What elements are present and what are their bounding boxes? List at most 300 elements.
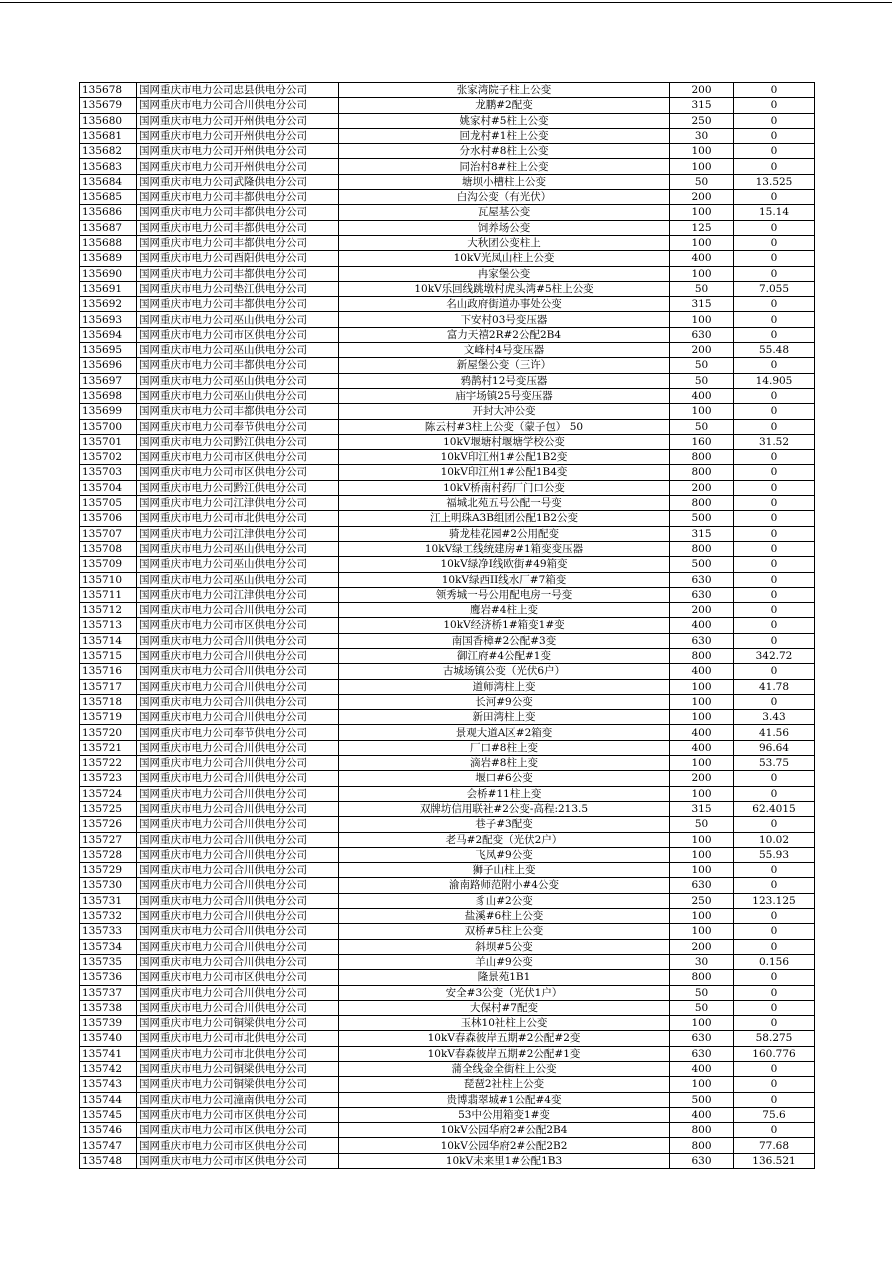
company-cell: 国网重庆市电力公司酉阳供电分公司 bbox=[137, 251, 339, 266]
transformer-name-cell: 琵琶2社柱上公变 bbox=[339, 1077, 670, 1092]
table-row bbox=[80, 220, 815, 235]
company-cell: 国网重庆市电力公司合川供电分公司 bbox=[137, 939, 339, 954]
company-cell: 国网重庆市电力公司黔江供电分公司 bbox=[137, 480, 339, 495]
company-cell: 国网重庆市电力公司合川供电分公司 bbox=[137, 863, 339, 878]
company-cell: 国网重庆市电力公司合川供电分公司 bbox=[137, 1000, 339, 1015]
company-cell: 国网重庆市电力公司开州供电分公司 bbox=[137, 113, 339, 128]
capacity-cell: 250 bbox=[670, 113, 734, 128]
company-cell: 国网重庆市电力公司黔江供电分公司 bbox=[137, 434, 339, 449]
transformer-name-cell: 饲养场公变 bbox=[339, 220, 670, 235]
value-cell: 0 bbox=[734, 358, 815, 373]
capacity-cell: 315 bbox=[670, 98, 734, 113]
transformer-name-cell: 张家湾院子柱上公变 bbox=[339, 83, 670, 98]
transformer-name-cell: 南国香樟#2公配#3变 bbox=[339, 633, 670, 648]
table-row bbox=[80, 174, 815, 189]
capacity-cell: 100 bbox=[670, 909, 734, 924]
company-cell: 国网重庆市电力公司市区供电分公司 bbox=[137, 1153, 339, 1168]
value-cell: 77.68 bbox=[734, 1138, 815, 1153]
transformer-name-cell: 堰口#6公变 bbox=[339, 771, 670, 786]
row-id-cell: 135704 bbox=[80, 480, 137, 495]
transformer-name-cell: 10kV乐回线跳墩村虎头湾#5柱上公变 bbox=[339, 281, 670, 296]
row-id-cell: 135716 bbox=[80, 664, 137, 679]
row-id-cell: 135725 bbox=[80, 801, 137, 816]
row-id-cell: 135685 bbox=[80, 190, 137, 205]
company-cell: 国网重庆市电力公司忠县供电分公司 bbox=[137, 83, 339, 98]
company-cell: 国网重庆市电力公司巫山供电分公司 bbox=[137, 572, 339, 587]
row-id-cell: 135714 bbox=[80, 633, 137, 648]
company-cell: 国网重庆市电力公司合川供电分公司 bbox=[137, 878, 339, 893]
transformer-name-cell: 10kV公园华府2#公配2B4 bbox=[339, 1123, 670, 1138]
value-cell: 0 bbox=[734, 863, 815, 878]
table-row bbox=[80, 113, 815, 128]
capacity-cell: 100 bbox=[670, 404, 734, 419]
table-row bbox=[80, 572, 815, 587]
capacity-cell: 200 bbox=[670, 771, 734, 786]
capacity-cell: 100 bbox=[670, 863, 734, 878]
value-cell: 0 bbox=[734, 404, 815, 419]
table-row bbox=[80, 618, 815, 633]
transformer-name-cell: 龙鹏#2配变 bbox=[339, 98, 670, 113]
row-id-cell: 135712 bbox=[80, 603, 137, 618]
company-cell: 国网重庆市电力公司丰都供电分公司 bbox=[137, 205, 339, 220]
capacity-cell: 800 bbox=[670, 1138, 734, 1153]
company-cell: 国网重庆市电力公司市区供电分公司 bbox=[137, 450, 339, 465]
capacity-cell: 800 bbox=[670, 496, 734, 511]
company-cell: 国网重庆市电力公司丰都供电分公司 bbox=[137, 235, 339, 250]
value-cell: 0 bbox=[734, 633, 815, 648]
capacity-cell: 400 bbox=[670, 1107, 734, 1122]
table-row bbox=[80, 587, 815, 602]
value-cell: 3.43 bbox=[734, 710, 815, 725]
company-cell: 国网重庆市电力公司合川供电分公司 bbox=[137, 633, 339, 648]
company-cell: 国网重庆市电力公司市北供电分公司 bbox=[137, 1046, 339, 1061]
company-cell: 国网重庆市电力公司合川供电分公司 bbox=[137, 817, 339, 832]
value-cell: 0 bbox=[734, 1077, 815, 1092]
transformer-name-cell: 贵博翡翠城#1公配#4变 bbox=[339, 1092, 670, 1107]
row-id-cell: 135731 bbox=[80, 893, 137, 908]
row-id-cell: 135698 bbox=[80, 388, 137, 403]
capacity-cell: 100 bbox=[670, 710, 734, 725]
row-id-cell: 135721 bbox=[80, 740, 137, 755]
capacity-cell: 50 bbox=[670, 1000, 734, 1015]
row-id-cell: 135719 bbox=[80, 710, 137, 725]
company-cell: 国网重庆市电力公司开州供电分公司 bbox=[137, 144, 339, 159]
company-cell: 国网重庆市电力公司铜梁供电分公司 bbox=[137, 1077, 339, 1092]
table-row bbox=[80, 863, 815, 878]
table-row bbox=[80, 343, 815, 358]
table-row bbox=[80, 985, 815, 1000]
capacity-cell: 500 bbox=[670, 557, 734, 572]
value-cell: 136.521 bbox=[734, 1153, 815, 1168]
row-id-cell: 135739 bbox=[80, 1016, 137, 1031]
capacity-cell: 30 bbox=[670, 128, 734, 143]
table-row bbox=[80, 1031, 815, 1046]
row-id-cell: 135722 bbox=[80, 756, 137, 771]
row-id-cell: 135740 bbox=[80, 1031, 137, 1046]
company-cell: 国网重庆市电力公司合川供电分公司 bbox=[137, 710, 339, 725]
table-row bbox=[80, 740, 815, 755]
capacity-cell: 400 bbox=[670, 725, 734, 740]
transformer-name-cell: 富力天禧2R#2公配2B4 bbox=[339, 327, 670, 342]
table-row bbox=[80, 603, 815, 618]
table-row bbox=[80, 373, 815, 388]
capacity-cell: 315 bbox=[670, 526, 734, 541]
row-id-cell: 135738 bbox=[80, 1000, 137, 1015]
row-id-cell: 135728 bbox=[80, 847, 137, 862]
transformer-name-cell: 玉林10社柱上公变 bbox=[339, 1016, 670, 1031]
table-row bbox=[80, 159, 815, 174]
top-border-line bbox=[0, 2, 892, 3]
table-row bbox=[80, 1107, 815, 1122]
transformer-name-cell: 新田湾柱上变 bbox=[339, 710, 670, 725]
company-cell: 国网重庆市电力公司合川供电分公司 bbox=[137, 847, 339, 862]
capacity-cell: 100 bbox=[670, 924, 734, 939]
company-cell: 国网重庆市电力公司丰都供电分公司 bbox=[137, 220, 339, 235]
capacity-cell: 400 bbox=[670, 1062, 734, 1077]
company-cell: 国网重庆市电力公司市区供电分公司 bbox=[137, 1107, 339, 1122]
row-id-cell: 135700 bbox=[80, 419, 137, 434]
table-row bbox=[80, 924, 815, 939]
value-cell: 53.75 bbox=[734, 756, 815, 771]
capacity-cell: 100 bbox=[670, 1077, 734, 1092]
row-id-cell: 135696 bbox=[80, 358, 137, 373]
table-row bbox=[80, 694, 815, 709]
table-row bbox=[80, 266, 815, 281]
company-cell: 国网重庆市电力公司铜梁供电分公司 bbox=[137, 1062, 339, 1077]
row-id-cell: 135730 bbox=[80, 878, 137, 893]
row-id-cell: 135733 bbox=[80, 924, 137, 939]
transformer-name-cell: 长河#9公变 bbox=[339, 694, 670, 709]
capacity-cell: 100 bbox=[670, 847, 734, 862]
transformer-name-cell: 10kV光凤山柱上公变 bbox=[339, 251, 670, 266]
value-cell: 0 bbox=[734, 603, 815, 618]
row-id-cell: 135720 bbox=[80, 725, 137, 740]
row-id-cell: 135702 bbox=[80, 450, 137, 465]
row-id-cell: 135711 bbox=[80, 587, 137, 602]
transformer-name-cell: 白沟公变（有光伏） bbox=[339, 190, 670, 205]
company-cell: 国网重庆市电力公司市区供电分公司 bbox=[137, 465, 339, 480]
transformer-name-cell: 巷子#3配变 bbox=[339, 817, 670, 832]
capacity-cell: 100 bbox=[670, 832, 734, 847]
capacity-cell: 400 bbox=[670, 618, 734, 633]
company-cell: 国网重庆市电力公司合川供电分公司 bbox=[137, 801, 339, 816]
row-id-cell: 135701 bbox=[80, 434, 137, 449]
transformer-name-cell: 盐溪#6柱上公变 bbox=[339, 909, 670, 924]
transformer-name-cell: 会桥#11柱上变 bbox=[339, 786, 670, 801]
transformer-name-cell: 御江府#4公配#1变 bbox=[339, 648, 670, 663]
company-cell: 国网重庆市电力公司武隆供电分公司 bbox=[137, 174, 339, 189]
company-cell: 国网重庆市电力公司合川供电分公司 bbox=[137, 740, 339, 755]
transformer-name-cell: 老马#2配变（光伏2户） bbox=[339, 832, 670, 847]
transformer-name-cell: 瓦屋基公变 bbox=[339, 205, 670, 220]
transformer-name-cell: 10kV春森彼岸五期#2公配#1变 bbox=[339, 1046, 670, 1061]
transformer-name-cell: 领秀城一号公用配电房一号变 bbox=[339, 587, 670, 602]
capacity-cell: 500 bbox=[670, 511, 734, 526]
transformer-name-cell: 福城北苑五号公配一号变 bbox=[339, 496, 670, 511]
value-cell: 0 bbox=[734, 388, 815, 403]
capacity-cell: 100 bbox=[670, 312, 734, 327]
table-row bbox=[80, 1153, 815, 1168]
company-cell: 国网重庆市电力公司合川供电分公司 bbox=[137, 954, 339, 969]
capacity-cell: 50 bbox=[670, 281, 734, 296]
row-id-cell: 135703 bbox=[80, 465, 137, 480]
table-row bbox=[80, 756, 815, 771]
table-row bbox=[80, 1062, 815, 1077]
row-id-cell: 135681 bbox=[80, 128, 137, 143]
transformer-name-cell: 蒲全线金全街柱上公变 bbox=[339, 1062, 670, 1077]
company-cell: 国网重庆市电力公司合川供电分公司 bbox=[137, 694, 339, 709]
table-row bbox=[80, 465, 815, 480]
row-id-cell: 135691 bbox=[80, 281, 137, 296]
value-cell: 160.776 bbox=[734, 1046, 815, 1061]
company-cell: 国网重庆市电力公司合川供电分公司 bbox=[137, 893, 339, 908]
company-cell: 国网重庆市电力公司市区供电分公司 bbox=[137, 618, 339, 633]
transformer-name-cell: 10kV堰塘村堰塘学校公变 bbox=[339, 434, 670, 449]
row-id-cell: 135706 bbox=[80, 511, 137, 526]
table-row bbox=[80, 190, 815, 205]
capacity-cell: 50 bbox=[670, 419, 734, 434]
row-id-cell: 135744 bbox=[80, 1092, 137, 1107]
table-row bbox=[80, 511, 815, 526]
value-cell: 0 bbox=[734, 144, 815, 159]
value-cell: 0 bbox=[734, 557, 815, 572]
company-cell: 国网重庆市电力公司开州供电分公司 bbox=[137, 159, 339, 174]
table-row bbox=[80, 817, 815, 832]
transformer-name-cell: 10kV印江州1#公配1B4变 bbox=[339, 465, 670, 480]
company-cell: 国网重庆市电力公司巫山供电分公司 bbox=[137, 312, 339, 327]
capacity-cell: 800 bbox=[670, 1123, 734, 1138]
value-cell: 41.78 bbox=[734, 679, 815, 694]
value-cell: 0 bbox=[734, 1062, 815, 1077]
transformer-name-cell: 隆景苑1B1 bbox=[339, 970, 670, 985]
table-row bbox=[80, 970, 815, 985]
row-id-cell: 135693 bbox=[80, 312, 137, 327]
table-row bbox=[80, 83, 815, 98]
value-cell: 0 bbox=[734, 939, 815, 954]
row-id-cell: 135708 bbox=[80, 541, 137, 556]
transformer-name-cell: 狮子山柱上变 bbox=[339, 863, 670, 878]
transformer-name-cell: 10kV未来里1#公配1B3 bbox=[339, 1153, 670, 1168]
transformer-name-cell: 斜坝#5公变 bbox=[339, 939, 670, 954]
value-cell: 0 bbox=[734, 985, 815, 1000]
capacity-cell: 200 bbox=[670, 939, 734, 954]
row-id-cell: 135690 bbox=[80, 266, 137, 281]
value-cell: 342.72 bbox=[734, 648, 815, 663]
company-cell: 国网重庆市电力公司市北供电分公司 bbox=[137, 511, 339, 526]
capacity-cell: 100 bbox=[670, 786, 734, 801]
table-row bbox=[80, 281, 815, 296]
company-cell: 国网重庆市电力公司合川供电分公司 bbox=[137, 832, 339, 847]
company-cell: 国网重庆市电力公司市北供电分公司 bbox=[137, 1031, 339, 1046]
table-row bbox=[80, 909, 815, 924]
capacity-cell: 100 bbox=[670, 266, 734, 281]
company-cell: 国网重庆市电力公司丰都供电分公司 bbox=[137, 358, 339, 373]
company-cell: 国网重庆市电力公司合川供电分公司 bbox=[137, 756, 339, 771]
row-id-cell: 135678 bbox=[80, 83, 137, 98]
capacity-cell: 200 bbox=[670, 83, 734, 98]
value-cell: 0 bbox=[734, 220, 815, 235]
transformer-name-cell: 10kV印江州1#公配1B2变 bbox=[339, 450, 670, 465]
value-cell: 0 bbox=[734, 235, 815, 250]
transformer-name-cell: 下安村03号变压器 bbox=[339, 312, 670, 327]
capacity-cell: 630 bbox=[670, 1046, 734, 1061]
value-cell: 58.275 bbox=[734, 1031, 815, 1046]
row-id-cell: 135710 bbox=[80, 572, 137, 587]
row-id-cell: 135732 bbox=[80, 909, 137, 924]
company-cell: 国网重庆市电力公司奉节供电分公司 bbox=[137, 725, 339, 740]
company-cell: 国网重庆市电力公司合川供电分公司 bbox=[137, 786, 339, 801]
value-cell: 13.525 bbox=[734, 174, 815, 189]
transformer-name-cell: 景观大道A区#2箱变 bbox=[339, 725, 670, 740]
value-cell: 0 bbox=[734, 190, 815, 205]
row-id-cell: 135747 bbox=[80, 1138, 137, 1153]
capacity-cell: 315 bbox=[670, 297, 734, 312]
transformer-name-cell: 开封大冲公变 bbox=[339, 404, 670, 419]
row-id-cell: 135687 bbox=[80, 220, 137, 235]
capacity-cell: 400 bbox=[670, 740, 734, 755]
company-cell: 国网重庆市电力公司奉节供电分公司 bbox=[137, 419, 339, 434]
capacity-cell: 315 bbox=[670, 801, 734, 816]
company-cell: 国网重庆市电力公司合川供电分公司 bbox=[137, 909, 339, 924]
transformer-name-cell: 羊山#9公变 bbox=[339, 954, 670, 969]
company-cell: 国网重庆市电力公司合川供电分公司 bbox=[137, 98, 339, 113]
transformer-name-cell: 10kV绿净I线欧街#49箱变 bbox=[339, 557, 670, 572]
transformer-name-cell: 鹰岩#4柱上变 bbox=[339, 603, 670, 618]
table-row bbox=[80, 878, 815, 893]
capacity-cell: 800 bbox=[670, 541, 734, 556]
table-row bbox=[80, 893, 815, 908]
table-row bbox=[80, 235, 815, 250]
transformer-name-cell: 10kV春森彼岸五期#2公配#2变 bbox=[339, 1031, 670, 1046]
capacity-cell: 630 bbox=[670, 327, 734, 342]
capacity-cell: 50 bbox=[670, 358, 734, 373]
company-cell: 国网重庆市电力公司市区供电分公司 bbox=[137, 970, 339, 985]
value-cell: 0 bbox=[734, 98, 815, 113]
table-row bbox=[80, 297, 815, 312]
value-cell: 14.905 bbox=[734, 373, 815, 388]
row-id-cell: 135718 bbox=[80, 694, 137, 709]
capacity-cell: 100 bbox=[670, 205, 734, 220]
transformer-name-cell: 庙宇场镇25号变压器 bbox=[339, 388, 670, 403]
table-row bbox=[80, 679, 815, 694]
capacity-cell: 100 bbox=[670, 159, 734, 174]
transformer-name-cell: 分水村#8柱上公变 bbox=[339, 144, 670, 159]
table-row bbox=[80, 327, 815, 342]
value-cell: 7.055 bbox=[734, 281, 815, 296]
transformer-name-cell: 豸山#2公变 bbox=[339, 893, 670, 908]
transformer-name-cell: 陈云村#3柱上公变（蒙子包） 50 bbox=[339, 419, 670, 434]
transformer-name-cell: 安全#3公变（光伏1户） bbox=[339, 985, 670, 1000]
transformer-name-cell: 古城场镇公变（光伏6户） bbox=[339, 664, 670, 679]
value-cell: 0 bbox=[734, 817, 815, 832]
company-cell: 国网重庆市电力公司垫江供电分公司 bbox=[137, 281, 339, 296]
value-cell: 0 bbox=[734, 159, 815, 174]
value-cell: 123.125 bbox=[734, 893, 815, 908]
table-row bbox=[80, 1077, 815, 1092]
company-cell: 国网重庆市电力公司丰都供电分公司 bbox=[137, 297, 339, 312]
value-cell: 96.64 bbox=[734, 740, 815, 755]
capacity-cell: 800 bbox=[670, 970, 734, 985]
table-row bbox=[80, 496, 815, 511]
table-row bbox=[80, 1016, 815, 1031]
company-cell: 国网重庆市电力公司合川供电分公司 bbox=[137, 648, 339, 663]
capacity-cell: 800 bbox=[670, 450, 734, 465]
transformer-name-cell: 滴岩#8柱上变 bbox=[339, 756, 670, 771]
capacity-cell: 100 bbox=[670, 756, 734, 771]
transformer-name-cell: 骑龙桂花园#2公用配变 bbox=[339, 526, 670, 541]
capacity-cell: 200 bbox=[670, 343, 734, 358]
capacity-cell: 200 bbox=[670, 480, 734, 495]
transformer-name-cell: 10kV绿西II线水厂#7箱变 bbox=[339, 572, 670, 587]
row-id-cell: 135742 bbox=[80, 1062, 137, 1077]
row-id-cell: 135680 bbox=[80, 113, 137, 128]
transformer-name-cell: 道师湾柱上变 bbox=[339, 679, 670, 694]
capacity-cell: 400 bbox=[670, 664, 734, 679]
company-cell: 国网重庆市电力公司丰都供电分公司 bbox=[137, 190, 339, 205]
value-cell: 0 bbox=[734, 480, 815, 495]
transformer-data-table bbox=[79, 82, 815, 1169]
capacity-cell: 100 bbox=[670, 694, 734, 709]
company-cell: 国网重庆市电力公司巫山供电分公司 bbox=[137, 373, 339, 388]
capacity-cell: 250 bbox=[670, 893, 734, 908]
row-id-cell: 135709 bbox=[80, 557, 137, 572]
capacity-cell: 100 bbox=[670, 1016, 734, 1031]
transformer-name-cell: 姚家村#5柱上公变 bbox=[339, 113, 670, 128]
row-id-cell: 135692 bbox=[80, 297, 137, 312]
company-cell: 国网重庆市电力公司市区供电分公司 bbox=[137, 1138, 339, 1153]
capacity-cell: 630 bbox=[670, 1031, 734, 1046]
table-row bbox=[80, 404, 815, 419]
transformer-name-cell: 江上明珠A3B组团公配1B2公变 bbox=[339, 511, 670, 526]
row-id-cell: 135746 bbox=[80, 1123, 137, 1138]
company-cell: 国网重庆市电力公司市区供电分公司 bbox=[137, 327, 339, 342]
company-cell: 国网重庆市电力公司江津供电分公司 bbox=[137, 587, 339, 602]
transformer-name-cell: 10kV绿工线统建房#1箱变变压器 bbox=[339, 541, 670, 556]
value-cell: 62.4015 bbox=[734, 801, 815, 816]
company-cell: 国网重庆市电力公司巫山供电分公司 bbox=[137, 388, 339, 403]
row-id-cell: 135688 bbox=[80, 235, 137, 250]
table-row bbox=[80, 801, 815, 816]
row-id-cell: 135737 bbox=[80, 985, 137, 1000]
transformer-name-cell: 飞凤#9公变 bbox=[339, 847, 670, 862]
value-cell: 55.48 bbox=[734, 343, 815, 358]
row-id-cell: 135717 bbox=[80, 679, 137, 694]
value-cell: 0 bbox=[734, 297, 815, 312]
row-id-cell: 135695 bbox=[80, 343, 137, 358]
row-id-cell: 135741 bbox=[80, 1046, 137, 1061]
company-cell: 国网重庆市电力公司市区供电分公司 bbox=[137, 1123, 339, 1138]
transformer-name-cell: 厂口#8柱上变 bbox=[339, 740, 670, 755]
value-cell: 0 bbox=[734, 1016, 815, 1031]
table-body bbox=[80, 83, 815, 1169]
company-cell: 国网重庆市电力公司合川供电分公司 bbox=[137, 985, 339, 1000]
value-cell: 55.93 bbox=[734, 847, 815, 862]
table-row bbox=[80, 633, 815, 648]
value-cell: 0 bbox=[734, 541, 815, 556]
transformer-name-cell: 10kV经济桥1#箱变1#变 bbox=[339, 618, 670, 633]
value-cell: 0 bbox=[734, 1092, 815, 1107]
table-row bbox=[80, 450, 815, 465]
row-id-cell: 135745 bbox=[80, 1107, 137, 1122]
table-row bbox=[80, 1123, 815, 1138]
value-cell: 0 bbox=[734, 694, 815, 709]
transformer-name-cell: 大保村#7配变 bbox=[339, 1000, 670, 1015]
company-cell: 国网重庆市电力公司合川供电分公司 bbox=[137, 771, 339, 786]
capacity-cell: 400 bbox=[670, 251, 734, 266]
value-cell: 10.02 bbox=[734, 832, 815, 847]
table-row bbox=[80, 832, 815, 847]
table-row bbox=[80, 664, 815, 679]
